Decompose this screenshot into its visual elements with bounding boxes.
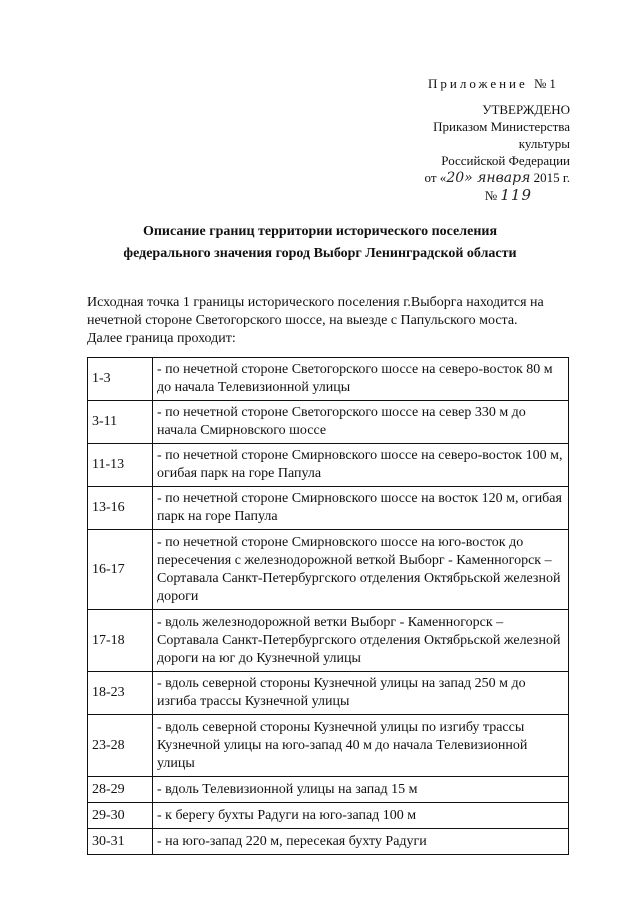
segment-cell: 17-18 [88,610,153,672]
segment-cell: 13-16 [88,487,153,530]
order-line-2: Российской Федерации [441,153,570,168]
date-suffix: 2015 г. [530,170,570,185]
order-number [380,187,570,204]
intro-paragraph [87,294,567,348]
table-row [88,803,569,829]
segment-cell: 23-28 [88,715,153,777]
number-handwritten: 119 [500,186,532,204]
date-prefix: от « [424,170,447,185]
table-row [88,358,569,401]
table-row [88,610,569,672]
segment-cell: 30-31 [88,829,153,855]
intro-line-1: Исходная точка 1 границы исторического поселения г.Выборга находится на [87,295,544,310]
description-cell: - по нечетной стороне Смирновского шоссе на восток 120 м, огибая парк на горе Папула [153,487,569,530]
approved-label: УТВЕРЖДЕНО [482,102,570,117]
intro-line-2: нечетной стороне Светогорского шоссе, на выезде с Папульского моста. [87,313,518,328]
description-cell: - на юго-запад 220 м, пересекая бухту Радуги [153,829,569,855]
document-title-line-2: федерального значения город Выборг Ленинградской области [123,246,517,261]
table-row [88,530,569,610]
number-prefix: № [484,188,501,203]
segment-cell: 1-3 [88,358,153,401]
document-title-line-1: Описание границ территории исторического поселения [142,224,498,239]
description-cell: - вдоль северной стороны Кузнечной улицы по изгибу трассы Кузнечной улицы на юго-запад 40 м до начала Телевизионной улицы [153,715,569,777]
boundary-table [87,357,569,855]
table-row [88,715,569,777]
table-row [88,444,569,487]
segment-cell: 29-30 [88,803,153,829]
description-cell: - к берегу бухты Радуги на юго-запад 100 м [153,803,569,829]
table-row [88,829,569,855]
description-cell: - по нечетной стороне Смирновского шоссе на северо-восток 100 м, огибая парк на горе Папула [153,444,569,487]
segment-cell: 28-29 [88,777,153,803]
table-row [88,777,569,803]
segment-cell: 11-13 [88,444,153,487]
segment-cell: 16-17 [88,530,153,610]
table-row [88,401,569,444]
description-cell: - вдоль северной стороны Кузнечной улицы на запад 250 м до изгиба трассы Кузнечной улицы [153,672,569,715]
date-handwritten: 20» января [446,170,531,186]
segment-cell: 3-11 [88,401,153,444]
description-cell: - по нечетной стороне Смирновского шоссе на юго-восток до пересечения с железнодорожной веткой Выборг - Каменногорск – Сортавала Санкт-Петербургского отделения Октябрьской железной дороги [153,530,569,610]
segment-cell: 18-23 [88,672,153,715]
table-row [88,487,569,530]
table-row [88,672,569,715]
description-cell: - по нечетной стороне Светогорского шоссе на северо-восток 80 м до начала Телевизионной улицы [153,358,569,401]
description-cell: - по нечетной стороне Светогорского шоссе на север 330 м до начала Смирновского шоссе [153,401,569,444]
approval-block [380,101,570,204]
description-cell: - вдоль Телевизионной улицы на запад 15 м [153,777,569,803]
order-date [380,169,570,187]
appendix-label: Приложение №1 [428,76,559,91]
intro-line-3: Далее граница проходит: [87,331,236,346]
order-line-1: Приказом Министерства культуры [433,119,570,151]
description-cell: - вдоль железнодорожной ветки Выборг - Каменногорск – Сортавала Санкт-Петербургского отделения Октябрьской железной дороги на юг до Кузнечной улицы [153,610,569,672]
